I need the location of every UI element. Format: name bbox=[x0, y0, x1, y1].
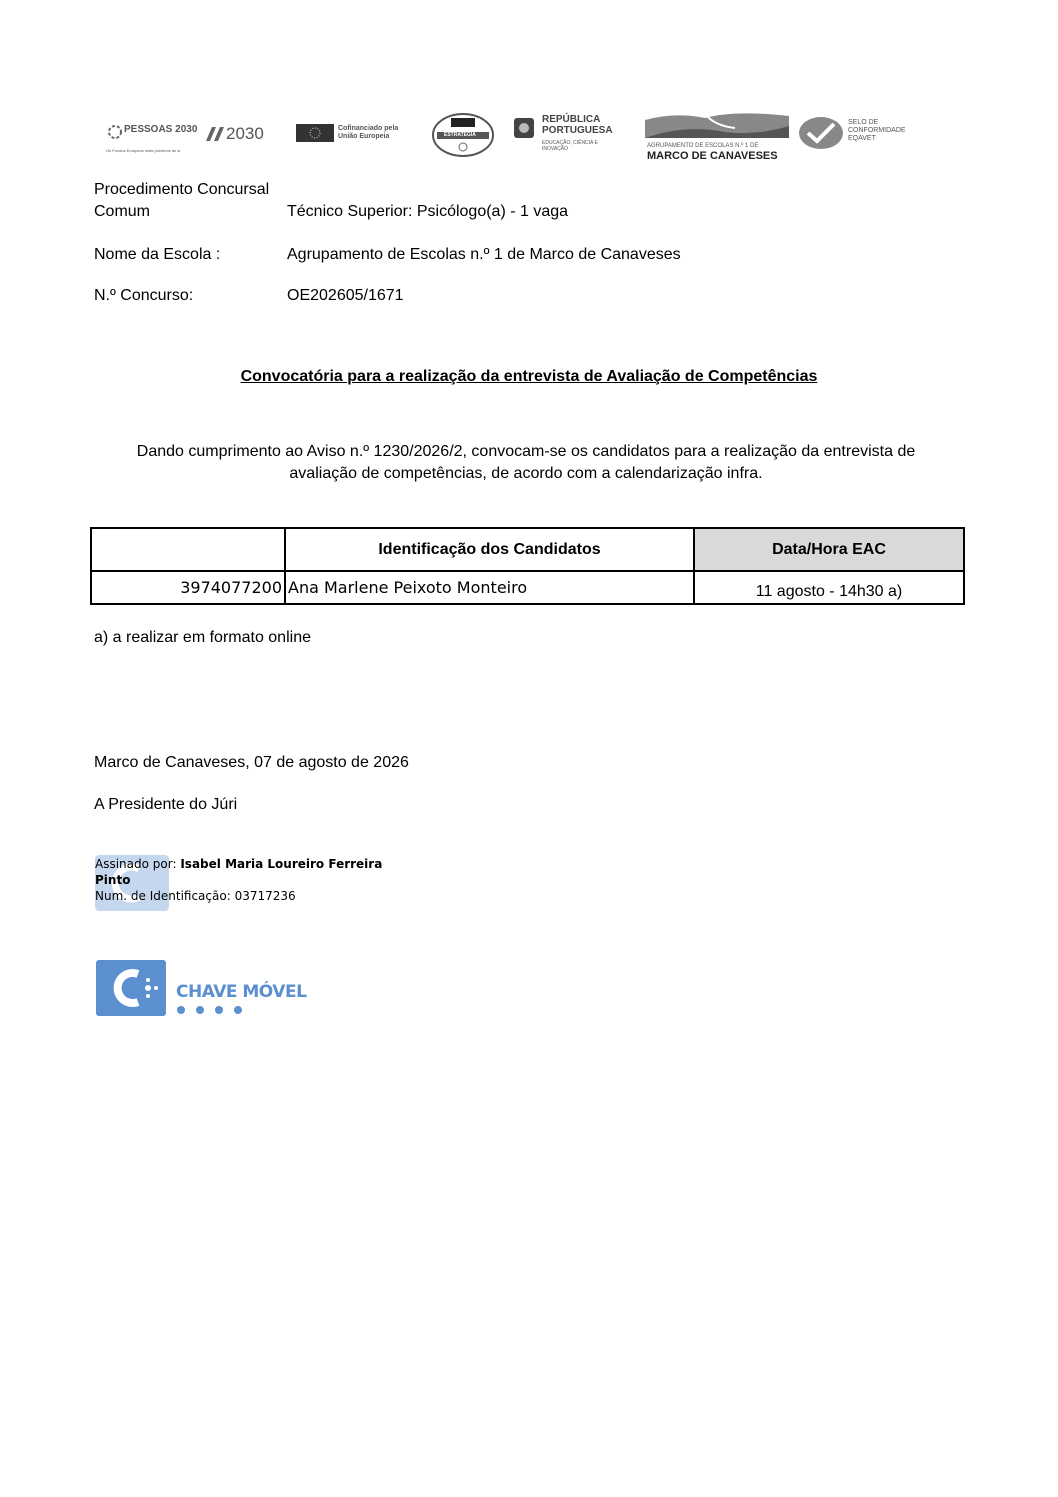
concurso-value: OE202605/1671 bbox=[287, 287, 404, 304]
signature-name-line1: Isabel Maria Loureiro Ferreira bbox=[180, 857, 383, 871]
republica-portuguesa-logo: REPÚBLICA PORTUGUESA EDUCAÇÃO, CIÊNCIA E INOVAÇÃO bbox=[512, 114, 634, 156]
candidate-name: Ana Marlene Peixoto Monteiro bbox=[285, 571, 694, 604]
eqavet-check-icon bbox=[798, 116, 844, 150]
agrupamento-logo: AGRUPAMENTO DE ESCOLAS N.º 1 DE MARCO DE CANAVESES bbox=[645, 110, 789, 162]
agrupamento-landscape-icon bbox=[645, 110, 789, 142]
chave-movel-icon bbox=[96, 960, 166, 1016]
table-row bbox=[91, 571, 964, 604]
footnote: a) a realizar em formato online bbox=[94, 629, 311, 646]
header-candidates: Identificação dos Candidatos bbox=[285, 528, 694, 571]
document-title: Convocatória para a realização da entrevista de Avaliação de Competências bbox=[240, 368, 818, 385]
signature-name-line2: Pinto bbox=[95, 873, 131, 887]
eu-flag-icon bbox=[296, 124, 334, 142]
logo-strip bbox=[100, 108, 930, 164]
candidate-id: 3974077200 bbox=[91, 571, 285, 604]
escola-value: Agrupamento de Escolas n.º 1 de Marco de Canaveses bbox=[287, 246, 681, 263]
intro-line-2: avaliação de competências, de acordo com a calendarização infra. bbox=[289, 465, 763, 482]
escola-label: Nome da Escola : bbox=[94, 246, 221, 263]
signer-role: A Presidente do Júri bbox=[94, 796, 238, 813]
signature-id-value: 03717236 bbox=[234, 889, 296, 903]
signature-id-label: Num. de Identificação: bbox=[95, 889, 231, 903]
intro-line-1: Dando cumprimento ao Aviso n.º 1230/2026/2, convocam-se os candidatos para a realização da entrevista de bbox=[136, 443, 916, 460]
procedimento-value: Técnico Superior: Psicólogo(a) - 1 vaga bbox=[287, 203, 569, 220]
portugal-2030-icon bbox=[204, 125, 226, 143]
signature-label: Assinado por: bbox=[95, 857, 177, 871]
candidate-datetime: 11 agosto - 14h30 a) bbox=[694, 571, 964, 604]
pessoas-icon bbox=[108, 125, 122, 139]
procedimento-label: Procedimento Concursal Comum bbox=[94, 181, 270, 220]
republica-emblem-icon bbox=[512, 116, 536, 140]
chave-movel-logo bbox=[96, 960, 307, 1016]
signature-block bbox=[95, 856, 382, 904]
header-blank-cell bbox=[91, 528, 285, 571]
header-datetime: Data/Hora EAC bbox=[694, 528, 964, 571]
eqavet-logo: SELO DE CONFORMIDADE EQAVET bbox=[798, 114, 928, 154]
chave-movel-text: CHAVE MÓVEL bbox=[176, 982, 307, 1002]
candidates-table bbox=[90, 527, 965, 605]
table-header-row bbox=[91, 528, 964, 571]
chave-movel-dots-icon bbox=[176, 1005, 248, 1015]
eu-cofinanciado-logo: Cofinanciado pela União Europeia bbox=[296, 124, 414, 144]
portugal-2030-logo: 2030 bbox=[204, 124, 276, 146]
estrategia-badge: ESTRATÉGIA bbox=[431, 112, 495, 158]
concurso-label: N.º Concurso: bbox=[94, 287, 194, 304]
place-date: Marco de Canaveses, 07 de agosto de 2026 bbox=[94, 754, 409, 771]
pessoas-2030-logo: PESSOAS 2030 Os Fundos Europeus mais próximos de si bbox=[106, 124, 198, 153]
